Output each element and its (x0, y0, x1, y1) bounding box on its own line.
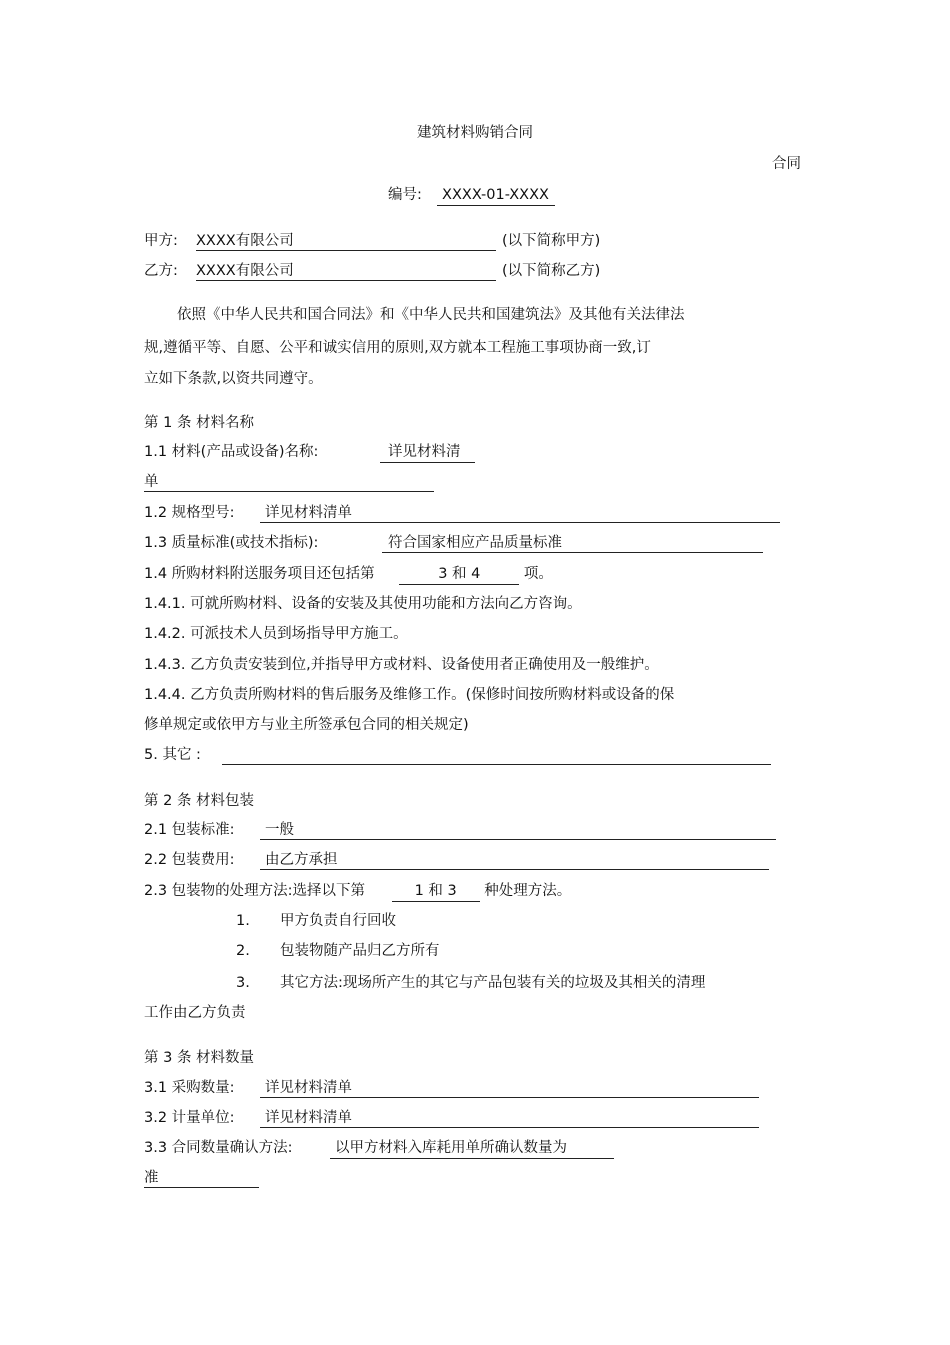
item-3-2-label: 3.2 计量单位: (144, 1110, 235, 1126)
contract-number-value: XXXX-01-XXXX (437, 185, 555, 206)
item-2-3-suffix: 种处理方法。 (484, 883, 572, 899)
contract-title: 建筑材料购销合同 (417, 125, 533, 141)
item-1-1-label: 1.1 材料(产品或设备)名称: (144, 444, 319, 460)
party-a-name: XXXX有限公司 (196, 233, 294, 249)
preamble-line-3: 立如下条款,以资共同遵守。 (144, 371, 323, 387)
preamble-line-2: 规,遵循平等、自愿、公平和诚实信用的原则,双方就本工程施工事项协商一致,订 (144, 340, 651, 356)
option-2-number: 2. (236, 943, 250, 959)
item-1-3-label: 1.3 质量标准(或技术指标): (144, 535, 319, 551)
item-1-4-value: 3 和 4 (399, 564, 519, 585)
item-3-1-label: 3.1 采购数量: (144, 1080, 235, 1096)
item-2-1-label: 2.1 包装标准: (144, 822, 235, 838)
contract-number-label: 编号: (388, 187, 422, 203)
item-1-4-2: 1.4.2. 可派技术人员到场指导甲方施工。 (144, 626, 408, 642)
item-3-1-value: 详见材料清单 (265, 1080, 352, 1096)
option-1-number: 1. (236, 913, 250, 929)
item-1-2-label: 1.2 规格型号: (144, 505, 235, 521)
item-1-4-prefix: 1.4 所购材料附送服务项目还包括第 (144, 566, 375, 582)
item-1-1-value: 详见材料清 (388, 444, 461, 460)
option-2-text: 包装物随产品归乙方所有 (280, 943, 440, 959)
option-3-text: 其它方法:现场所产生的其它与产品包装有关的垃圾及其相关的清理 (280, 975, 706, 991)
option-1-text: 甲方负责自行回收 (280, 913, 396, 929)
item-2-2-label: 2.2 包装费用: (144, 852, 235, 868)
item-3-3-value-cont: 准 (144, 1170, 159, 1186)
item-3-3-value: 以甲方材料入库耗用单所确认数量为 (335, 1140, 567, 1156)
item-2-1-value: 一般 (265, 822, 294, 838)
party-b-suffix: (以下简称乙方) (502, 263, 601, 279)
item-2-2-value: 由乙方承担 (265, 852, 338, 868)
article-1-heading: 第 1 条 材料名称 (144, 415, 255, 431)
party-a-label: 甲方: (144, 233, 178, 249)
item-1-1-line-cont (144, 472, 434, 492)
party-b-label: 乙方: (144, 263, 178, 279)
item-1-4-3: 1.4.3. 乙方负责安装到位,并指导甲方或材料、设备使用者正确使用及一般维护。 (144, 657, 659, 673)
preamble-line-1: 依照《中华人民共和国合同法》和《中华人民共和国建筑法》及其他有关法律法 (177, 307, 685, 323)
item-1-3-value: 符合国家相应产品质量标准 (388, 535, 562, 551)
item-3-3-line-cont (144, 1168, 259, 1188)
article-3-heading: 第 3 条 材料数量 (144, 1050, 255, 1066)
option-3-number: 3. (236, 975, 250, 991)
party-a-suffix: (以下简称甲方) (502, 233, 601, 249)
item-1-4 (144, 564, 553, 584)
item-1-4-4: 1.4.4. 乙方负责所购材料的售后服务及维修工作。(保修时间按所购材料或设备的保 (144, 687, 675, 703)
contract-number (388, 185, 555, 205)
item-1-4-4-cont: 修单规定或依甲方与业主所签承包合同的相关规定) (144, 717, 469, 733)
item-1-1-value-cont: 单 (144, 474, 159, 490)
item-3-2-value: 详见材料清单 (265, 1110, 352, 1126)
header-right-label: 合同 (772, 156, 801, 172)
item-2-3 (144, 881, 571, 901)
item-1-2-value: 详见材料清单 (265, 505, 352, 521)
item-5-label: 5. 其它 : (144, 747, 201, 763)
item-2-1-line (260, 820, 776, 840)
item-2-3-value: 1 和 3 (392, 881, 480, 902)
item-2-3-prefix: 2.3 包装物的处理方法:选择以下第 (144, 883, 366, 899)
party-b-name: XXXX有限公司 (196, 263, 294, 279)
article-2-heading: 第 2 条 材料包装 (144, 793, 255, 809)
item-3-3-label: 3.3 合同数量确认方法: (144, 1140, 293, 1156)
option-3-text-cont: 工作由乙方负责 (144, 1005, 246, 1021)
item-1-4-1: 1.4.1. 可就所购材料、设备的安装及其使用功能和方法向乙方咨询。 (144, 596, 582, 612)
item-5-line (222, 745, 771, 765)
item-1-4-suffix: 项。 (523, 566, 553, 582)
